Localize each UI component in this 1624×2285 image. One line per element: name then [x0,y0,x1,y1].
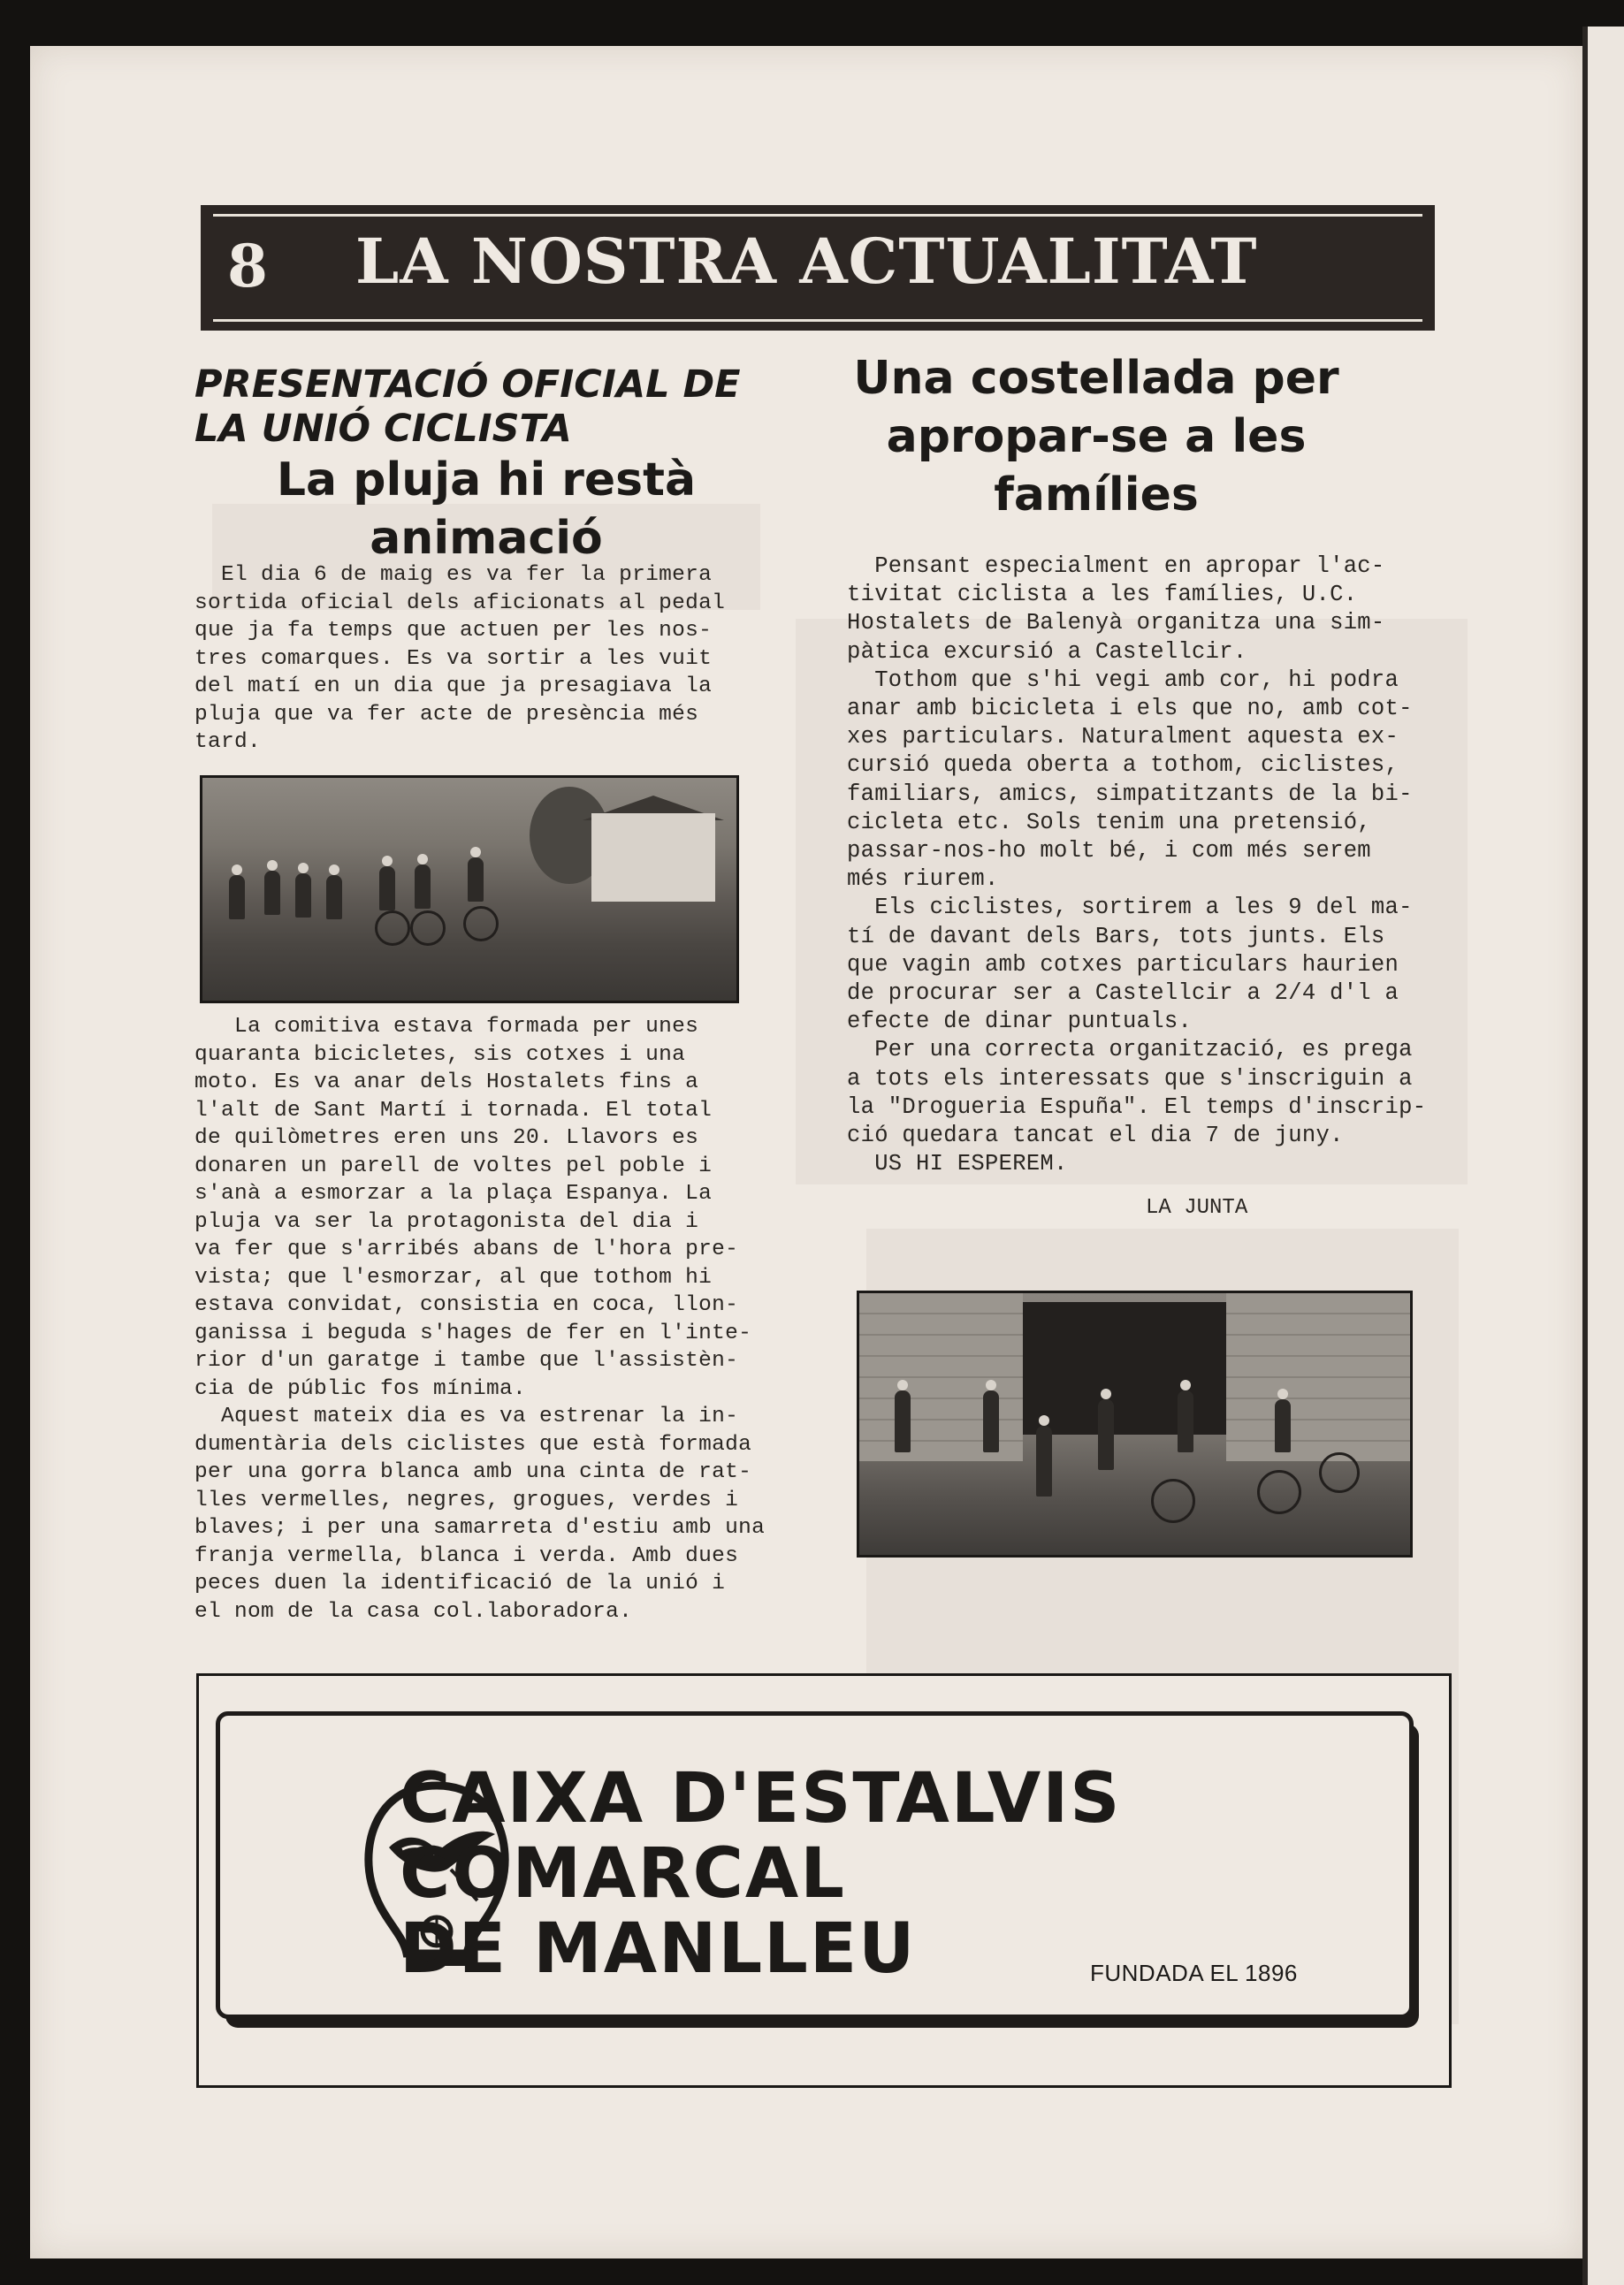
page-number: 8 [227,232,268,301]
left-headline: La pluja hi restà animació [276,453,697,565]
cyclists-road-photo [200,775,739,1003]
bank-name-line-1: CAIXA D'ESTALVIS [400,1759,1122,1839]
section-title: LA NOSTRA ACTUALITAT [355,225,1258,298]
article-kicker: PRESENTACIÓ OFICIAL DE LA UNIÓ CICLISTA [194,362,741,451]
right-headline: Una costellada per apropar-se a les famílies [853,352,1339,522]
cyclists-garage-photo [857,1291,1413,1558]
article-signature: LA JUNTA [1146,1196,1248,1220]
left-article-paragraph-1: El dia 6 de maig es va fer la primera sortida oficial dels aficionats al pedal que ja fa temps que actuen per les nos- tres comarques. Es va sortir a les vuit del matí en un dia que ja presagiava la pluja que va fer acte de presència més tard. [194,563,726,754]
adjacent-page-edge [1582,27,1624,2285]
bank-founded-tagline: FUNDADA EL 1896 [1090,1960,1298,1986]
bank-name-line-2: COMARCAL [400,1834,846,1914]
bank-name-line-3: DE MANLLEU [400,1909,917,1989]
section-banner [201,205,1435,331]
right-article-body: Pensant especialment en apropar l'ac- tivitat ciclista a les famílies, U.C. Hostalets de Balenyà organitza una sim- pàtica excursió a Castellcir. Tothom que s'hi vegi amb cor, hi podra anar amb bicicleta i els que no, amb cot- xes particulars. Naturalment aquesta ex- cursió queda oberta a tothom, ciclistes, familiars, amics, simpatitzants de la bi- cicleta etc. Sols tenim una pretensió, passar-nos-ho molt bé, i com més serem més riurem. Els ciclistes, sortirem a les 9 del ma- tí de davant dels Bars, tots junts. Els que vagin amb cotxes particulars haurien de procurar ser a Castellcir a 2/4 d'l a efecte de dinar puntuals. Per una correcta organització, es prega a tots els interessats que s'inscriguin a la "Drogueria Espuña". El temps d'inscrip- ció quedara tancat el dia 7 de juny. US HI ESPEREM. [847,553,1427,1177]
left-article-paragraph-2: La comitiva estava formada per unes quaranta bicicletes, sis cotxes i una moto. Es va anar dels Hostalets fins a l'alt de Sant Martí i tornada. El total de quilòmetres eren uns 20. Llavors es donaren un parell de voltes pel poble i s'anà a esmorzar a la plaça Espanya. La pluja va ser la protagonista del dia i va fer que s'arribés abans de l'hora pre- vista; que l'esmorzar, al que tothom hi estava convidat, consistia en coca, llon- ganissa i beguda s'hages de fer en l'inte- rior d'un garatge i tambe que l'assistèn- cia de públic fos mínima. Aquest mateix dia es va estrenar la in- dumentària dels ciclistes que està formada per una gorra blanca amb una cinta de rat- lles vermelles, negres, grogues, verdes i blaves; i per una samarreta d'estiu amb una franja vermella, blanca i verda. Amb dues peces duen la identificació de la unió i el nom de la casa col.laboradora. [194,1015,766,1624]
